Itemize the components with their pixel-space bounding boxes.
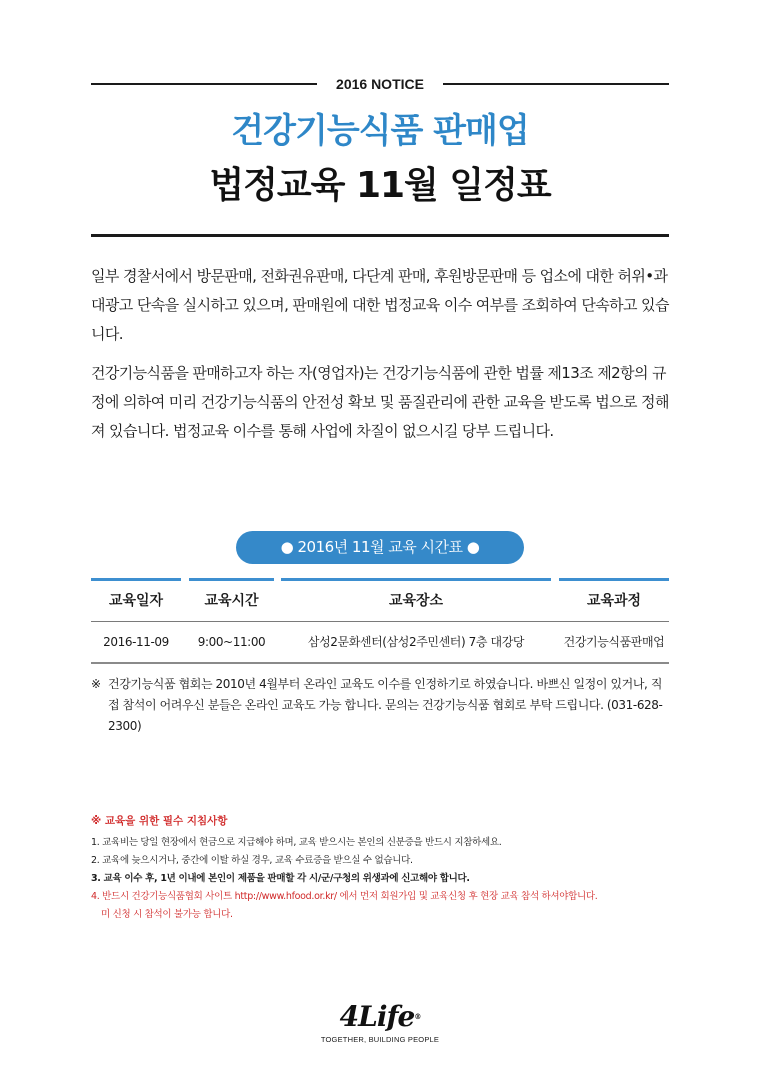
notice-divider-right <box>443 83 669 85</box>
online-education-note <box>91 674 669 737</box>
intro-paragraph-2: 건강기능식품을 판매하고자 하는 자(영업자)는 건강기능식품에 관한 법률 제13조 제2항의 규정에 의하여 미리 건강기능식품의 안전성 확보 및 품질관리에 관한 교육을 받도록 법으로 정해져 있습니다. 법정교육 이수를 통해 사업에 차질이 없으시길 당부 드립니다. <box>91 364 669 440</box>
header-time: 교육시간 <box>204 593 259 609</box>
logo-wordmark-text: 4Life <box>339 1000 415 1033</box>
cell-time: 9:00~11:00 <box>197 635 266 649</box>
cell-date: 2016-11-09 <box>103 635 169 649</box>
intro-paragraph-1: 일부 경찰서에서 방문판매, 전화권유판매, 다단계 판매, 후원방문판매 등 업소에 대한 허위•과대광고 단속을 실시하고 있으며, 판매원에 대한 법정교육 이수 여부를 조회하여 단속하고 있습니다. <box>91 267 669 343</box>
cell-location: 삼성2문화센터(삼성2주민센터) 7층 대강당 <box>307 635 525 649</box>
table-row <box>91 622 669 662</box>
logo-wordmark <box>300 1000 460 1034</box>
brand-logo <box>300 1000 460 1046</box>
notice-label: 2016 NOTICE <box>336 76 424 92</box>
logo-tagline: TOGETHER, BUILDING PEOPLE <box>320 1035 440 1044</box>
schedule-table <box>91 578 669 664</box>
notice-header <box>91 74 669 94</box>
header-course: 교육과정 <box>586 593 642 609</box>
page-title-primary: 건강기능식품 판매업 <box>231 111 529 151</box>
online-education-text: 건강기능식품 협회는 2010년 4월부터 온라인 교육도 이수를 인정하기로 하였습니다. 바쁘신 일정이 있거나, 직접 참석이 어려우신 분들은 온라인 교육도 가능 합니다. 문의는 건강기능식품 협회로 부탁 드립니다. (031-628-2300) <box>108 677 663 733</box>
schedule-bottom-rule <box>91 662 669 664</box>
guidelines-section <box>91 812 691 924</box>
registered-mark: ® <box>414 1012 421 1021</box>
table-header-row <box>91 581 669 621</box>
guideline-item-4-continued: 미 신청 시 참석이 불가능 합니다. <box>101 909 233 920</box>
page-title-secondary: 법정교육 11월 일정표 <box>209 165 551 206</box>
title-divider <box>91 234 669 237</box>
guideline-item-4: 4. 반드시 건강기능식품협회 사이트 http://www.hfood.or.kr/ 에서 먼저 회원가입 및 교육신청 후 현장 교육 참석 하셔야합니다. <box>91 891 598 902</box>
guideline-item-3: 3. 교육 이수 후, 1년 이내에 본인이 제품을 판매할 각 시/군/구청의 위생과에 신고해야 합니다. <box>91 873 470 884</box>
reference-mark: ※ <box>91 677 101 691</box>
guideline-item-1: 1. 교육비는 당일 현장에서 현금으로 지급해야 하며, 교육 받으시는 본인의 신분증을 반드시 지참하세요. <box>91 837 502 848</box>
notice-divider-left <box>91 83 317 85</box>
header-date: 교육일자 <box>108 593 164 609</box>
guidelines-title: ※ 교육을 위한 필수 지침사항 <box>91 815 228 827</box>
schedule-badge: ● 2016년 11월 교육 시간표 ● <box>236 531 524 564</box>
intro-section <box>91 262 671 456</box>
header-location: 교육장소 <box>388 593 444 609</box>
guideline-item-2: 2. 교육에 늦으시거나, 중간에 이탈 하실 경우, 교육 수료증을 받으실 수 없습니다. <box>91 855 413 866</box>
cell-course: 건강기능식품판매업 <box>563 635 665 649</box>
